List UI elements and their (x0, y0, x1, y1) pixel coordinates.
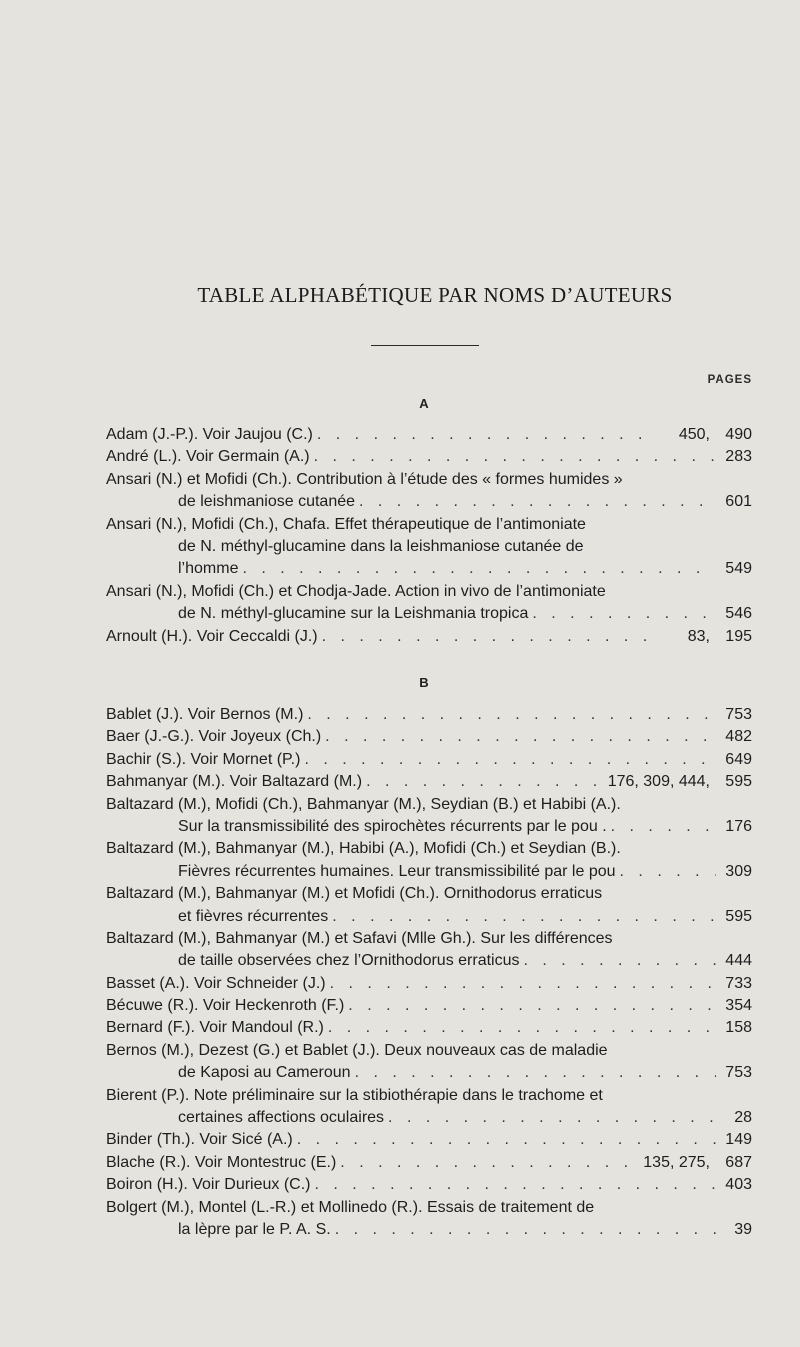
entry-first-line (106, 838, 752, 860)
dot-leader (344, 995, 716, 1017)
index-entry (106, 1017, 752, 1039)
entry-page-number: 354 (725, 997, 752, 1015)
entry-first-line (106, 973, 752, 995)
title-rule (371, 345, 479, 346)
dot-leader (238, 558, 716, 580)
dot-leader (328, 906, 716, 928)
index-entry (106, 749, 752, 771)
section-letter-b: B (419, 675, 429, 690)
entry-continuation-line (106, 1107, 752, 1129)
entry-page-number: 753 (725, 1064, 752, 1082)
entry-text: Baltazard (M.), Bahmanyar (M.) et Safavi (Mlle Gh.). Sur les différences (106, 929, 613, 947)
dot-leader (331, 1219, 716, 1241)
dot-leader (321, 726, 716, 748)
entry-first-line (106, 1174, 752, 1196)
entry-other-pages: 450, (678, 426, 710, 443)
entry-page-number: 549 (725, 560, 752, 578)
index-entry (106, 1174, 752, 1196)
entry-text: certaines affections oculaires (178, 1109, 385, 1127)
index-entry (106, 1129, 752, 1151)
entry-first-line (106, 749, 752, 771)
entry-text: Ansari (N.), Mofidi (Ch.), Chafa. Effet thérapeutique de l’antimoniate (106, 515, 586, 533)
index-entry (106, 424, 752, 446)
entry-text: Fièvres récurrentes humaines. Leur transmissibilité par le pou (178, 862, 616, 880)
index-entry (106, 1040, 752, 1085)
entry-text: Bécuwe (R.). Voir Heckenroth (F.) (106, 997, 345, 1015)
entry-first-line (106, 771, 752, 793)
entry-text: Bolgert (M.), Montel (L.-R.) et Mollinedo (R.). Essais de traitement de (106, 1198, 595, 1216)
entry-first-line (106, 1129, 752, 1151)
entry-continuation-line (106, 1062, 752, 1084)
dot-leader (293, 1129, 716, 1151)
index-entry (106, 995, 752, 1017)
entry-continuation-line (106, 1219, 752, 1241)
entry-text: Adam (J.-P.). Voir Jaujou (C.) (106, 426, 313, 443)
entry-text: Baltazard (M.), Mofidi (Ch.), Bahmanyar (M.), Seydian (B.) et Habibi (A.). (106, 795, 621, 813)
entry-first-line (106, 1040, 752, 1062)
entry-other-pages: 83, (687, 627, 710, 645)
entry-page-number: 595 (725, 907, 752, 925)
entry-continuation-line (106, 816, 752, 838)
entry-first-line (106, 726, 752, 748)
entry-other-pages: 135, 275, (643, 1153, 710, 1171)
entry-page-number: 482 (725, 728, 752, 746)
entry-first-line (106, 1197, 752, 1219)
entry-text: Bierent (P.). Note préliminaire sur la stibiothérapie dans le trachome et (106, 1086, 603, 1104)
entry-text: Binder (Th.). Voir Sicé (A.) (106, 1131, 293, 1149)
entry-text: l’homme (178, 560, 239, 578)
entry-first-line (106, 424, 752, 446)
entry-page-number: 687 (725, 1153, 752, 1171)
entry-continuation-line (106, 950, 752, 972)
entry-text: et fièvres récurrentes (178, 907, 329, 925)
dot-leader (520, 950, 717, 972)
entry-page-number: 309 (725, 862, 752, 880)
entry-page-number: 649 (725, 750, 752, 768)
entry-page-number: 490 (725, 426, 752, 443)
entry-text: de N. méthyl-glucamine dans la leishmaniose cutanée de (178, 537, 584, 555)
entry-text: Baltazard (M.), Bahmanyar (M.) et Mofidi (Ch.). Ornithodorus erraticus (106, 885, 603, 903)
dot-leader (384, 1107, 716, 1129)
index-entry (106, 883, 752, 928)
dot-leader (326, 973, 716, 995)
entry-text: Bahmanyar (M.). Voir Baltazard (M.) (106, 773, 363, 791)
entry-page-number: 149 (725, 1131, 752, 1149)
section-letter-a: A (419, 396, 429, 411)
dot-leader (303, 704, 716, 726)
index-entry (106, 626, 752, 648)
entry-first-line (106, 581, 752, 603)
entry-text: Sur la transmissibilité des spirochètes récurrents par le pou . (178, 817, 607, 835)
entry-first-line (106, 626, 752, 648)
entry-first-line (106, 514, 752, 536)
entry-page-number: 195 (725, 627, 752, 645)
index-entry (106, 838, 752, 883)
entry-continuation-line (106, 603, 752, 625)
index-entry (106, 469, 752, 514)
index-entry (106, 704, 752, 726)
entry-first-line (106, 1085, 752, 1107)
entry-other-pages: 176, 309, 444, (607, 773, 710, 791)
index-entry (106, 928, 752, 973)
entry-continuation-line (106, 491, 752, 513)
section-b-list (106, 704, 752, 1241)
entry-page-number: 546 (725, 605, 752, 623)
index-entry (106, 514, 752, 581)
index-entry (106, 794, 752, 839)
index-entry (106, 973, 752, 995)
entry-text: de N. méthyl-glucamine sur la Leishmania tropica (178, 605, 529, 623)
dot-leader (355, 491, 716, 513)
dot-leader (310, 446, 716, 468)
entry-text: André (L.). Voir Germain (A.) (106, 448, 310, 466)
dot-leader (351, 1062, 716, 1084)
entry-first-line (106, 446, 752, 468)
dot-leader (616, 861, 716, 883)
entry-first-line (106, 1017, 752, 1039)
dot-leader (324, 1017, 716, 1039)
dot-leader (528, 603, 716, 625)
dot-leader (313, 424, 650, 446)
entry-page-number: 39 (734, 1220, 752, 1238)
entry-page-number: 733 (725, 974, 752, 992)
entry-page-number: 601 (725, 493, 752, 511)
page-title: TABLE ALPHABÉTIQUE PAR NOMS D’AUTEURS (197, 283, 673, 307)
entry-text: Arnoult (H.). Voir Ceccaldi (J.) (106, 627, 318, 645)
entry-text: de taille observées chez l’Ornithodorus erraticus (178, 952, 520, 970)
entry-first-line (106, 704, 752, 726)
index-entry (106, 446, 752, 468)
entry-text: de Kaposi au Cameroun (178, 1064, 351, 1082)
entry-first-line (106, 995, 752, 1017)
entry-first-line (106, 928, 752, 950)
entry-text: Bernard (F.). Voir Mandoul (R.) (106, 1019, 324, 1037)
entry-continuation-line (106, 906, 752, 928)
entry-continuation-line (106, 861, 752, 883)
index-entry (106, 726, 752, 748)
entry-page-number: 444 (725, 952, 752, 970)
index-entry (106, 581, 752, 626)
dot-leader (362, 771, 608, 793)
entry-first-line (106, 883, 752, 905)
entry-text: Baltazard (M.), Bahmanyar (M.), Habibi (A.), Mofidi (Ch.) et Seydian (B.). (106, 840, 621, 858)
entry-page-number: 403 (725, 1176, 752, 1194)
index-entry (106, 1197, 752, 1242)
dot-leader (300, 749, 716, 771)
entry-text: Boiron (H.). Voir Durieux (C.) (106, 1176, 311, 1194)
entry-text: Bachir (S.). Voir Mornet (P.) (106, 750, 301, 768)
entry-text: la lèpre par le P. A. S. (178, 1220, 331, 1238)
entry-text: Baer (J.-G.). Voir Joyeux (Ch.) (106, 728, 322, 746)
entry-text: Blache (R.). Voir Montestruc (E.) (106, 1153, 337, 1171)
index-entry (106, 1085, 752, 1130)
pages-column-label: PAGES (707, 374, 752, 386)
entry-text: de leishmaniose cutanée (178, 493, 356, 511)
entry-text: Ansari (N.), Mofidi (Ch.) et Chodja-Jade. Action in vivo de l’antimoniate (106, 582, 606, 600)
entry-first-line (106, 1152, 752, 1174)
entry-text: Basset (A.). Voir Schneider (J.) (106, 974, 326, 992)
index-entry (106, 771, 752, 793)
entry-page-number: 753 (725, 706, 752, 723)
entry-page-number: 283 (725, 448, 752, 466)
entry-page-number: 595 (725, 773, 752, 791)
entry-first-line (106, 469, 752, 491)
dot-leader (336, 1152, 643, 1174)
dot-leader (311, 1174, 717, 1196)
entry-text: Ansari (N.) et Mofidi (Ch.). Contribution à l’étude des « formes humides » (106, 470, 623, 488)
entry-text: Bablet (J.). Voir Bernos (M.) (106, 706, 304, 723)
entry-first-line (106, 794, 752, 816)
entry-page-number: 28 (734, 1109, 752, 1127)
entry-page-number: 158 (725, 1019, 752, 1037)
entry-continuation-line (106, 558, 752, 580)
entry-continuation-line (106, 536, 752, 558)
entry-text: Bernos (M.), Dezest (G.) et Bablet (J.). Deux nouveaux cas de maladie (106, 1041, 608, 1059)
section-a-list (106, 424, 752, 648)
entry-page-number: 176 (725, 817, 752, 835)
dot-leader (318, 626, 650, 648)
index-entry (106, 1152, 752, 1174)
dot-leader (607, 816, 716, 838)
